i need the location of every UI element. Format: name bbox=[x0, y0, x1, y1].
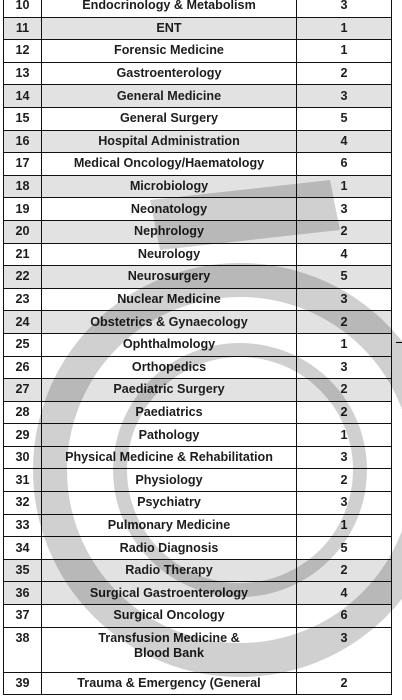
seats-cell: 2 bbox=[297, 469, 392, 492]
serial-number-cell: 21 bbox=[4, 243, 42, 266]
serial-number-cell: 15 bbox=[4, 107, 42, 130]
table-row bbox=[4, 288, 392, 311]
department-cell bbox=[42, 627, 297, 672]
department-cell: Gastroenterology bbox=[42, 62, 297, 85]
seats-cell: 2 bbox=[297, 379, 392, 402]
department-cell: Microbiology bbox=[42, 175, 297, 198]
seats-cell: 3 bbox=[297, 627, 392, 672]
serial-number-cell: 30 bbox=[4, 446, 42, 469]
seats-cell: 4 bbox=[297, 582, 392, 605]
seat-table-body bbox=[4, 0, 392, 695]
serial-number-cell: 34 bbox=[4, 537, 42, 560]
serial-number-cell: 11 bbox=[4, 17, 42, 40]
department-cell: Physical Medicine & Rehabilitation bbox=[42, 446, 297, 469]
table-row bbox=[4, 243, 392, 266]
serial-number-cell: 33 bbox=[4, 514, 42, 537]
department-name-line2: Blood Bank bbox=[134, 645, 204, 660]
serial-number-cell: 22 bbox=[4, 266, 42, 289]
table-row bbox=[4, 424, 392, 447]
department-cell: Medical Oncology/Haematology bbox=[42, 153, 297, 176]
department-cell: Radio Therapy bbox=[42, 559, 297, 582]
seats-cell: 3 bbox=[297, 0, 392, 17]
seats-cell: 6 bbox=[297, 153, 392, 176]
serial-number-cell: 20 bbox=[4, 220, 42, 243]
table-row bbox=[4, 175, 392, 198]
serial-number-cell: 37 bbox=[4, 605, 42, 628]
table-row bbox=[4, 220, 392, 243]
serial-number-cell: 28 bbox=[4, 401, 42, 424]
seat-table bbox=[3, 0, 392, 695]
department-cell: ENT bbox=[42, 17, 297, 40]
seats-cell: 5 bbox=[297, 107, 392, 130]
seats-cell: 5 bbox=[297, 537, 392, 560]
seats-cell: 2 bbox=[297, 559, 392, 582]
serial-number-cell: 39 bbox=[4, 672, 42, 695]
table-row bbox=[4, 311, 392, 334]
serial-number-cell: 36 bbox=[4, 582, 42, 605]
table-row bbox=[4, 85, 392, 108]
department-cell: Ophthalmology bbox=[42, 333, 297, 356]
department-cell: Surgical Oncology bbox=[42, 605, 297, 628]
seats-cell: 3 bbox=[297, 446, 392, 469]
serial-number-cell: 19 bbox=[4, 198, 42, 221]
department-cell: Psychiatry bbox=[42, 492, 297, 515]
department-cell: Neurology bbox=[42, 243, 297, 266]
serial-number-cell: 27 bbox=[4, 379, 42, 402]
serial-number-cell: 29 bbox=[4, 424, 42, 447]
seats-cell: 2 bbox=[297, 311, 392, 334]
serial-number-cell: 16 bbox=[4, 130, 42, 153]
table-row bbox=[4, 62, 392, 85]
table-row bbox=[4, 492, 392, 515]
table-row bbox=[4, 356, 392, 379]
department-cell: Radio Diagnosis bbox=[42, 537, 297, 560]
seats-cell: 3 bbox=[297, 492, 392, 515]
table-row bbox=[4, 130, 392, 153]
department-cell: Trauma & Emergency (General bbox=[42, 672, 297, 695]
serial-number-cell: 23 bbox=[4, 288, 42, 311]
page-edge-mark bbox=[396, 342, 402, 343]
seats-cell: 1 bbox=[297, 175, 392, 198]
seats-cell: 1 bbox=[297, 424, 392, 447]
table-row bbox=[4, 605, 392, 628]
serial-number-cell: 38 bbox=[4, 627, 42, 672]
serial-number-cell: 10 bbox=[4, 0, 42, 17]
seats-cell: 4 bbox=[297, 243, 392, 266]
serial-number-cell: 35 bbox=[4, 559, 42, 582]
department-cell: Nephrology bbox=[42, 220, 297, 243]
table-row bbox=[4, 153, 392, 176]
serial-number-cell: 26 bbox=[4, 356, 42, 379]
department-cell: Paediatric Surgery bbox=[42, 379, 297, 402]
department-cell: Hospital Administration bbox=[42, 130, 297, 153]
seats-cell: 5 bbox=[297, 266, 392, 289]
department-cell: Neurosurgery bbox=[42, 266, 297, 289]
serial-number-cell: 32 bbox=[4, 492, 42, 515]
seats-cell: 2 bbox=[297, 401, 392, 424]
serial-number-cell: 14 bbox=[4, 85, 42, 108]
table-row bbox=[4, 333, 392, 356]
table-row bbox=[4, 446, 392, 469]
seats-cell: 6 bbox=[297, 605, 392, 628]
seats-cell: 1 bbox=[297, 333, 392, 356]
table-row bbox=[4, 0, 392, 17]
seats-cell: 4 bbox=[297, 130, 392, 153]
table-row bbox=[4, 107, 392, 130]
table-row bbox=[4, 627, 392, 672]
department-cell: General Surgery bbox=[42, 107, 297, 130]
seats-cell: 3 bbox=[297, 198, 392, 221]
department-cell: Orthopedics bbox=[42, 356, 297, 379]
department-cell: Obstetrics & Gynaecology bbox=[42, 311, 297, 334]
serial-number-cell: 13 bbox=[4, 62, 42, 85]
seats-cell: 3 bbox=[297, 85, 392, 108]
seats-cell: 2 bbox=[297, 672, 392, 695]
department-cell: Surgical Gastroenterology bbox=[42, 582, 297, 605]
table-row bbox=[4, 266, 392, 289]
department-cell: Physiology bbox=[42, 469, 297, 492]
table-row bbox=[4, 537, 392, 560]
department-cell: Forensic Medicine bbox=[42, 40, 297, 63]
table-row bbox=[4, 559, 392, 582]
table-row bbox=[4, 198, 392, 221]
department-cell: General Medicine bbox=[42, 85, 297, 108]
department-cell: Pathology bbox=[42, 424, 297, 447]
department-name-line1: Transfusion Medicine & bbox=[98, 630, 240, 645]
table-row bbox=[4, 379, 392, 402]
serial-number-cell: 17 bbox=[4, 153, 42, 176]
table-row bbox=[4, 469, 392, 492]
table-row bbox=[4, 672, 392, 695]
seats-cell: 2 bbox=[297, 62, 392, 85]
department-cell: Pulmonary Medicine bbox=[42, 514, 297, 537]
serial-number-cell: 25 bbox=[4, 333, 42, 356]
serial-number-cell: 31 bbox=[4, 469, 42, 492]
table-row bbox=[4, 17, 392, 40]
seats-cell: 3 bbox=[297, 356, 392, 379]
serial-number-cell: 18 bbox=[4, 175, 42, 198]
table-row bbox=[4, 401, 392, 424]
seats-cell: 1 bbox=[297, 17, 392, 40]
serial-number-cell: 12 bbox=[4, 40, 42, 63]
seats-cell: 1 bbox=[297, 514, 392, 537]
seats-cell: 2 bbox=[297, 220, 392, 243]
table-row bbox=[4, 40, 392, 63]
serial-number-cell: 24 bbox=[4, 311, 42, 334]
department-cell: Paediatrics bbox=[42, 401, 297, 424]
seats-cell: 3 bbox=[297, 288, 392, 311]
department-cell: Neonatology bbox=[42, 198, 297, 221]
department-cell: Endocrinology & Metabolism bbox=[42, 0, 297, 17]
table-row bbox=[4, 514, 392, 537]
table-row bbox=[4, 582, 392, 605]
department-cell: Nuclear Medicine bbox=[42, 288, 297, 311]
seats-cell: 1 bbox=[297, 40, 392, 63]
